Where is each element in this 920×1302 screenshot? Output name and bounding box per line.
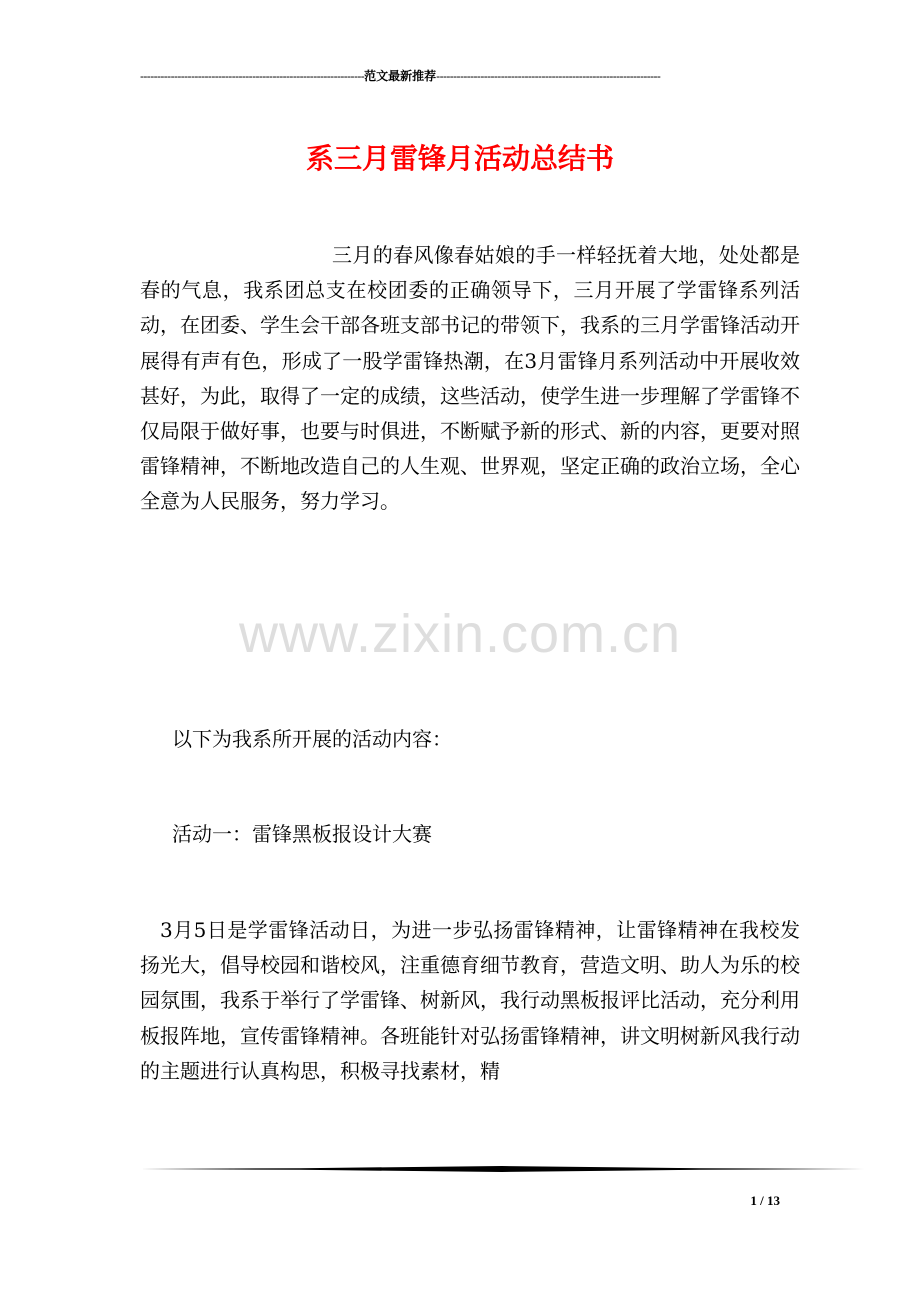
document-title: 系三月雷锋月活动总结书 [305,141,614,175]
paragraph-activity-detail: 3月5日是学雷锋活动日，为进一步弘扬雷锋精神，让雷锋精神在我校发扬光大，倡导校园和谐校风，注重德育细节教育，营造文明、助人为乐的校园氛围，我系于举行了学雷锋、树新风，我行动黑板报评比活动，充分利用板报阵地，宣传雷锋精神。各班能针对弘扬雷锋精神，讲文明树新风我行动的主题进行认真构思，积极寻找素材，精 [140,918,800,1083]
footer-rule [140,1164,864,1174]
header-right-dashes: ------------------------------------------------------------------ [436,69,661,83]
paragraph-activities-intro: 以下为我系所开展的活动内容： [172,727,452,751]
page-header [140,68,768,84]
watermark: www.zixin.com.cn [238,604,682,664]
header-left-dashes: ------------------------------------------------------------------ [140,69,365,83]
paragraph-intro: 三月的春风像春姑娘的手一样轻抚着大地，处处都是春的气息，我系团总支在校团委的正确领导下，三月开展了学雷锋系列活动，在团委、学生会干部各班支部书记的带领下，我系的三月学雷锋活动开展得有声有色，形成了一股学雷锋热潮，在3月雷锋月系列活动中开展收效甚好，为此，取得了一定的成绩，这些活动，使学生进一步理解了学雷锋不仅局限于做好事，也要与时俱进，不断赋予新的形式、新的内容，更要对照雷锋精神，不断地改造自己的人生观、世界观，坚定正确的政治立场，全心全意为人民服务，努力学习。 [140,243,800,514]
header-label: 范文最新推荐 [364,69,437,83]
activity-heading: 活动一：雷锋黑板报设计大赛 [172,822,432,846]
page-number: 1 / 13 [750,1193,780,1208]
